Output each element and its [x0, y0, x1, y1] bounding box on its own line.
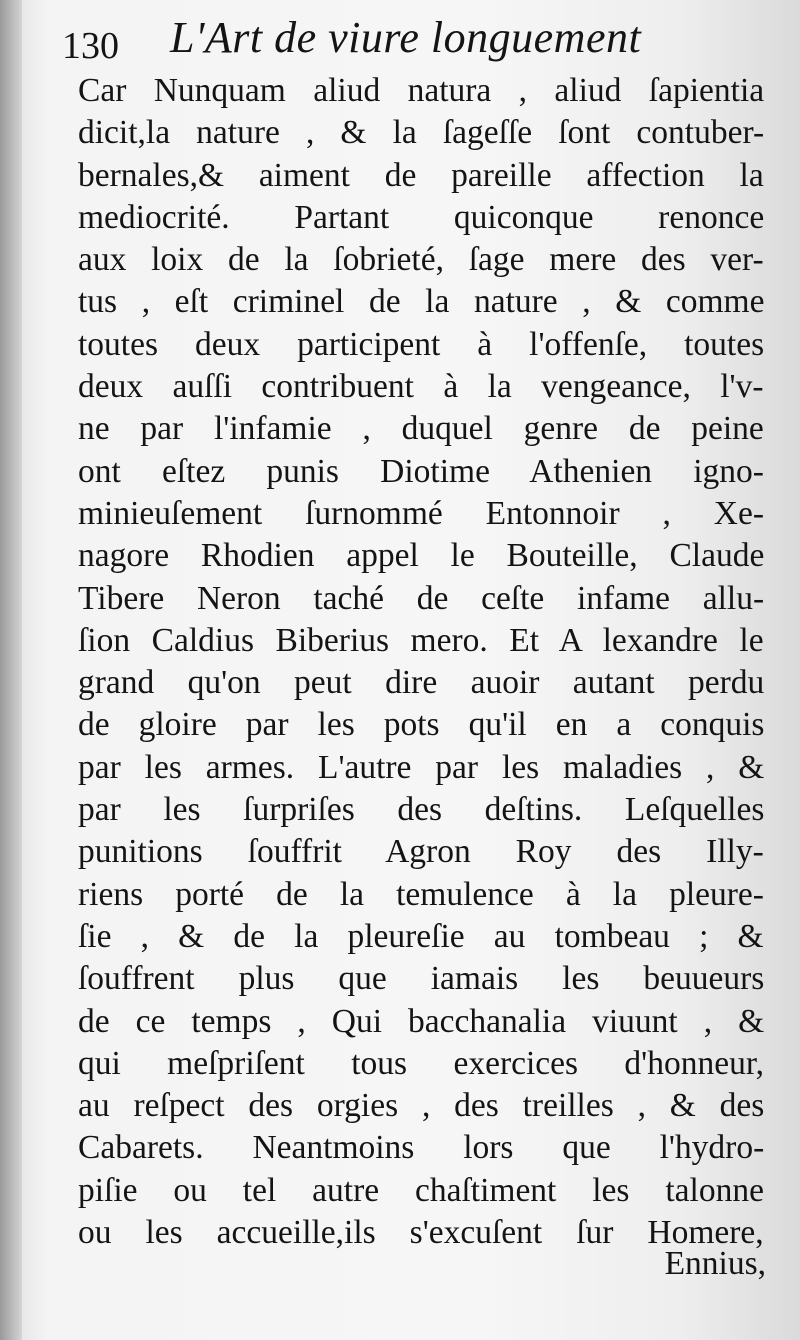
text-line: de ce temps , Qui bacchanalia viuunt , &	[78, 1002, 765, 1040]
text-line: ſie , & de la pleureſie au tombeau ; &	[78, 917, 764, 955]
text-line: de gloire par les pots qu'il en a conquis	[78, 706, 765, 744]
text-line: par les armes. L'autre par les maladies , &	[78, 748, 765, 786]
text-line: bernales,& aiment de pareille affection la	[78, 156, 764, 194]
text-line: ont eſtez punis Diotime Athenien igno-	[78, 452, 764, 490]
gutter-shadow	[0, 0, 22, 1340]
page-header	[62, 10, 762, 70]
text-line: Cabarets. Neantmoins lors que l'hydro-	[78, 1129, 765, 1167]
catchword: Ennius,	[664, 1245, 766, 1282]
text-line: toutes deux participent à l'offenſe, toutes	[78, 325, 765, 363]
text-line: Car Nunquam aliud natura , aliud ſapientia	[78, 72, 765, 109]
text-line: Tibere Neron taché de ceſte infame allu-	[78, 579, 765, 617]
text-line: punitions ſouffrit Agron Roy des Illy-	[78, 833, 764, 871]
text-line: deux auſſi contribuent à la vengeance, l'v-	[78, 368, 764, 406]
text-line: ſouffrent plus que iamais les beuueurs	[78, 960, 765, 998]
text-line: minieuſement ſurnommé Entonnoir , Xe-	[78, 494, 764, 532]
body-text	[78, 70, 764, 1254]
text-line: mediocrité. Partant quiconque renonce	[78, 198, 765, 236]
text-line: ne par l'infamie , duquel genre de peine	[78, 410, 764, 448]
text-line: ou les accueille,ils s'excuſent ſur Homere,	[78, 1214, 764, 1252]
text-line: dicit,la nature , & la ſageſſe ſont contuber-	[78, 114, 765, 152]
text-line: tus , eſt criminel de la nature , & comme	[78, 283, 765, 321]
text-line: aux loix de la ſobrieté, ſage mere des ver-	[78, 241, 764, 279]
text-line: par les ſurpriſes des deſtins. Leſquelles	[78, 791, 765, 829]
text-line: piſie ou tel autre chaſtiment les talonne	[78, 1171, 764, 1209]
text-line: nagore Rhodien appel le Bouteille, Claude	[78, 537, 765, 575]
running-title: L'Art de viure longuement	[170, 13, 642, 62]
text-line: ſion Caldius Biberius mero. Et A lexandre le	[78, 621, 764, 659]
text-line: qui meſpriſent tous exercices d'honneur,	[78, 1044, 765, 1082]
text-line: grand qu'on peut dire auoir autant perdu	[78, 664, 765, 702]
text-line: riens porté de la temulence à la pleure-	[78, 875, 764, 913]
text-line: au reſpect des orgies , des treilles , & des	[78, 1087, 765, 1125]
page-number: 130	[62, 25, 119, 67]
